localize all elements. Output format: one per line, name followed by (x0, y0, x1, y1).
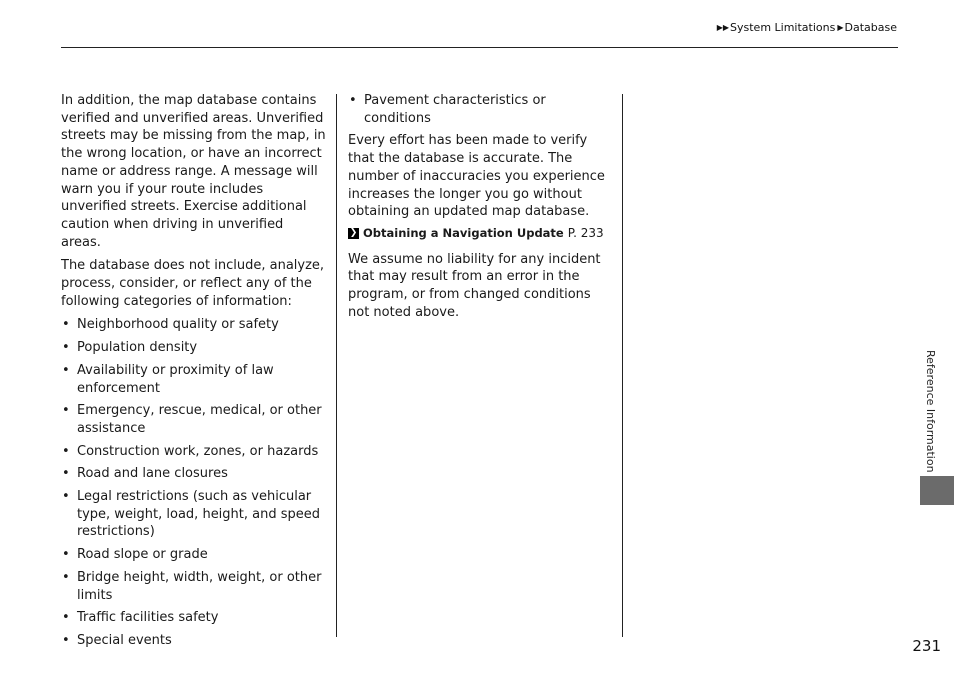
paragraph: The database does not include, analyze, process, consider, or reflect any of the following categories of information: (61, 258, 325, 309)
header-rule (61, 47, 898, 48)
cross-reference-link[interactable]: Obtaining a Navigation Update (363, 225, 564, 240)
paragraph: In addition, the map database contains verified and unverified areas. Unverified streets may be missing from the map, in the wrong location, or have an incorrect name or address range. A message will warn you if your route includes unverified streets. Exercise additional caution when driving in unverified areas. (61, 93, 326, 250)
list-item: • Road slope or grade (61, 546, 326, 564)
bullet-list (61, 316, 326, 649)
paragraph: Every effort has been made to verify that the database is accurate. The number of inaccuracies you experience increases the longer you go without obtaining an updated map database. (348, 133, 605, 220)
column-divider (336, 94, 337, 637)
page-number: 231 (912, 637, 941, 655)
list-item: • Road and lane closures (61, 465, 326, 483)
list-item: • Special events (61, 632, 326, 650)
cross-reference[interactable] (348, 225, 616, 243)
paragraph: We assume no liability for any incident that may result from an error in the program, or from changed conditions not noted above. (348, 251, 601, 320)
triangle-right-icon: ▶ (837, 23, 844, 32)
reference-arrow-icon: ❯ (349, 228, 358, 239)
breadcrumb-item[interactable]: System Limitations (730, 21, 836, 34)
column-2 (348, 92, 616, 327)
breadcrumb-item[interactable]: Database (844, 21, 897, 34)
section-label: Reference Information (924, 350, 937, 473)
list-item: • Bridge height, width, weight, or other limits (61, 569, 326, 604)
cross-reference-page[interactable]: P. 233 (567, 225, 604, 240)
list-item: • Pavement characteristics or conditions (348, 92, 616, 127)
list-item: • Emergency, rescue, medical, or other assistance (61, 402, 326, 437)
section-tab[interactable] (920, 476, 954, 505)
list-item: • Legal restrictions (such as vehicular type, weight, load, height, and speed restrictions) (61, 488, 326, 541)
list-item: • Traffic facilities safety (61, 609, 326, 627)
list-item: • Availability or proximity of law enforcement (61, 362, 326, 397)
triangle-right-icon: ▶▶ (716, 23, 730, 32)
bullet-list (348, 92, 616, 127)
column-1 (61, 92, 326, 655)
breadcrumb (717, 21, 897, 34)
list-item: • Neighborhood quality or safety (61, 316, 326, 334)
list-item: • Construction work, zones, or hazards (61, 443, 326, 461)
column-divider (622, 94, 623, 637)
list-item: • Population density (61, 339, 326, 357)
